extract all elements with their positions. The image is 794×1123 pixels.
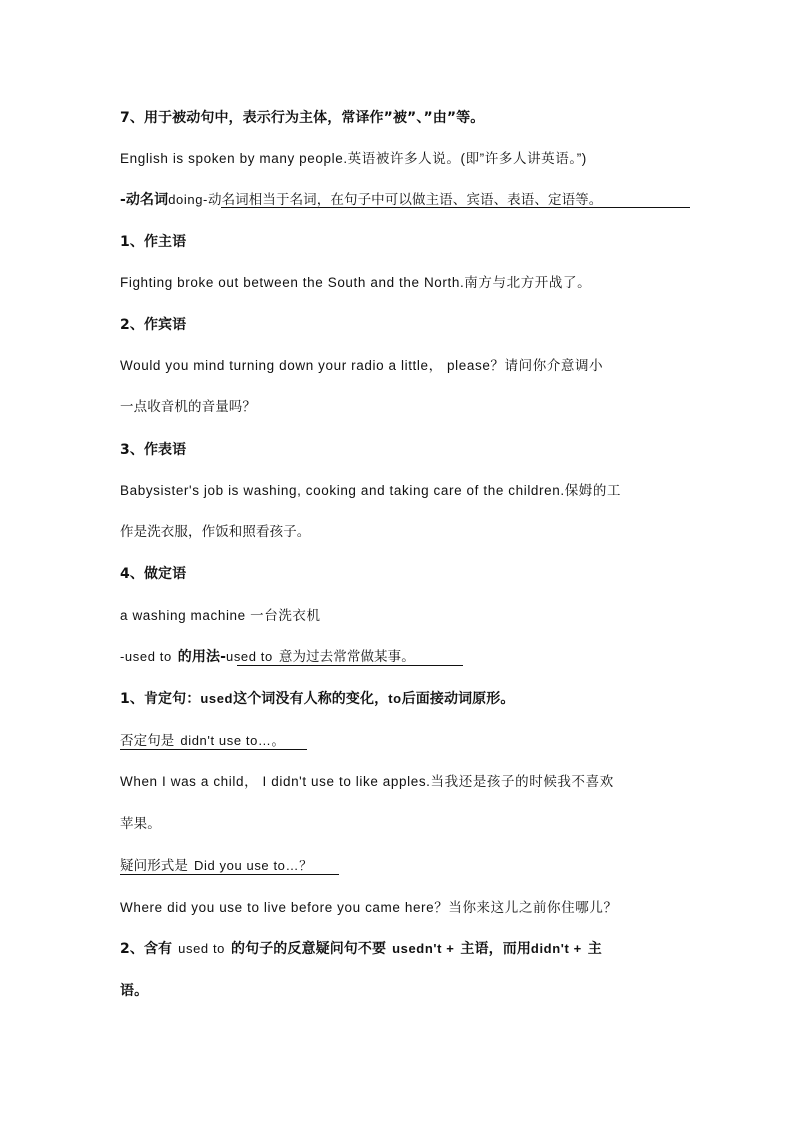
example-attribute <box>120 606 690 626</box>
rule-affirmative <box>120 689 690 709</box>
heading-passive-subject: 7、用于被动句中，表示行为主体，常译作”被”、”由”等。 <box>120 110 485 126</box>
example-predicative-line2: 作是洗衣服，作饭和照看孩子。 <box>120 524 311 540</box>
tag-question-usednt: usedn't + <box>392 941 455 956</box>
example-negative-text1: When I was a child， I didn't use to like apples.当我还是孩子的时候我不喜欢 <box>120 774 614 789</box>
example-predicative-text1: Babysister's job is washing, cooking and taking care of the children.保姆的工 <box>120 483 622 498</box>
tag-question-used-to: used to <box>178 941 225 956</box>
used-to-usage: 的用法- <box>177 649 226 665</box>
heading-as-subject: 1、作主语 <box>120 234 187 250</box>
tag-question-rule-mid: 主语，而用 <box>460 941 531 957</box>
tag-question-label: 2、含有 <box>120 941 173 957</box>
rule-negative <box>120 731 690 751</box>
question-underline <box>120 874 339 875</box>
used-to-label: -used to <box>120 649 172 664</box>
tag-question-didnt: didn't + <box>530 941 582 956</box>
gerund-label: -动名词 <box>120 192 169 208</box>
example-object-text1: Would you mind turning down your radio a little， please？请问你介意调小 <box>120 358 604 373</box>
heading-used-to <box>120 647 690 667</box>
rule-tag-question-line2: 语。 <box>120 983 149 999</box>
negative-underline <box>120 749 307 750</box>
tag-question-rule-end: 主 <box>587 941 602 957</box>
gerund-underline <box>221 207 690 208</box>
example-attribute-text: a washing machine 一台洗衣机 <box>120 608 321 623</box>
example-object-line2: 一点收音机的音量吗？ <box>120 399 256 415</box>
heading-as-predicative: 3、作表语 <box>120 442 187 458</box>
gerund-definition: 动名词相当于名词，在句子中可以做主语、宾语、表语、定语等。 <box>207 192 603 208</box>
example-passive <box>120 149 690 169</box>
affirmative-label: 1、肯定句： <box>120 691 201 707</box>
heading-as-object: 2、作宾语 <box>120 317 187 333</box>
example-subject <box>120 273 690 293</box>
used-to-term: used to <box>226 649 273 664</box>
example-object-line1 <box>120 356 690 376</box>
used-to-meaning: 意为过去常常做某事。 <box>278 649 415 665</box>
used-to-underline <box>237 665 463 666</box>
rule-question <box>120 856 690 876</box>
example-question-text: Where did you use to live before you came here？当你来这儿之前你住哪儿？ <box>120 900 618 915</box>
example-negative-line2: 苹果。 <box>120 816 161 832</box>
gerund-term: doing- <box>168 192 208 207</box>
affirmative-rule: 这个词没有人称的变化， <box>233 691 389 707</box>
negative-form: didn't use to…。 <box>180 733 286 748</box>
tag-question-rule: 的句子的反意疑问句不要 <box>231 941 387 957</box>
affirmative-used: used <box>200 691 234 706</box>
affirmative-rule-end: 后面接动词原形。 <box>401 691 515 707</box>
example-predicative-line1 <box>120 481 690 501</box>
example-passive-text: English is spoken by many people.英语被许多人说。(即”许多人讲英语。”) <box>120 151 587 166</box>
example-negative-line1 <box>120 772 690 792</box>
heading-as-attribute: 4、做定语 <box>120 566 187 582</box>
question-label: 疑问形式是 <box>120 858 188 874</box>
negative-label: 否定句是 <box>120 733 175 749</box>
example-subject-text: Fighting broke out between the South and the North.南方与北方开战了。 <box>120 275 592 290</box>
example-question <box>120 898 690 918</box>
rule-tag-question-line1 <box>120 939 690 959</box>
question-form: Did you use to…？ <box>194 858 313 873</box>
affirmative-to: to <box>388 691 402 706</box>
